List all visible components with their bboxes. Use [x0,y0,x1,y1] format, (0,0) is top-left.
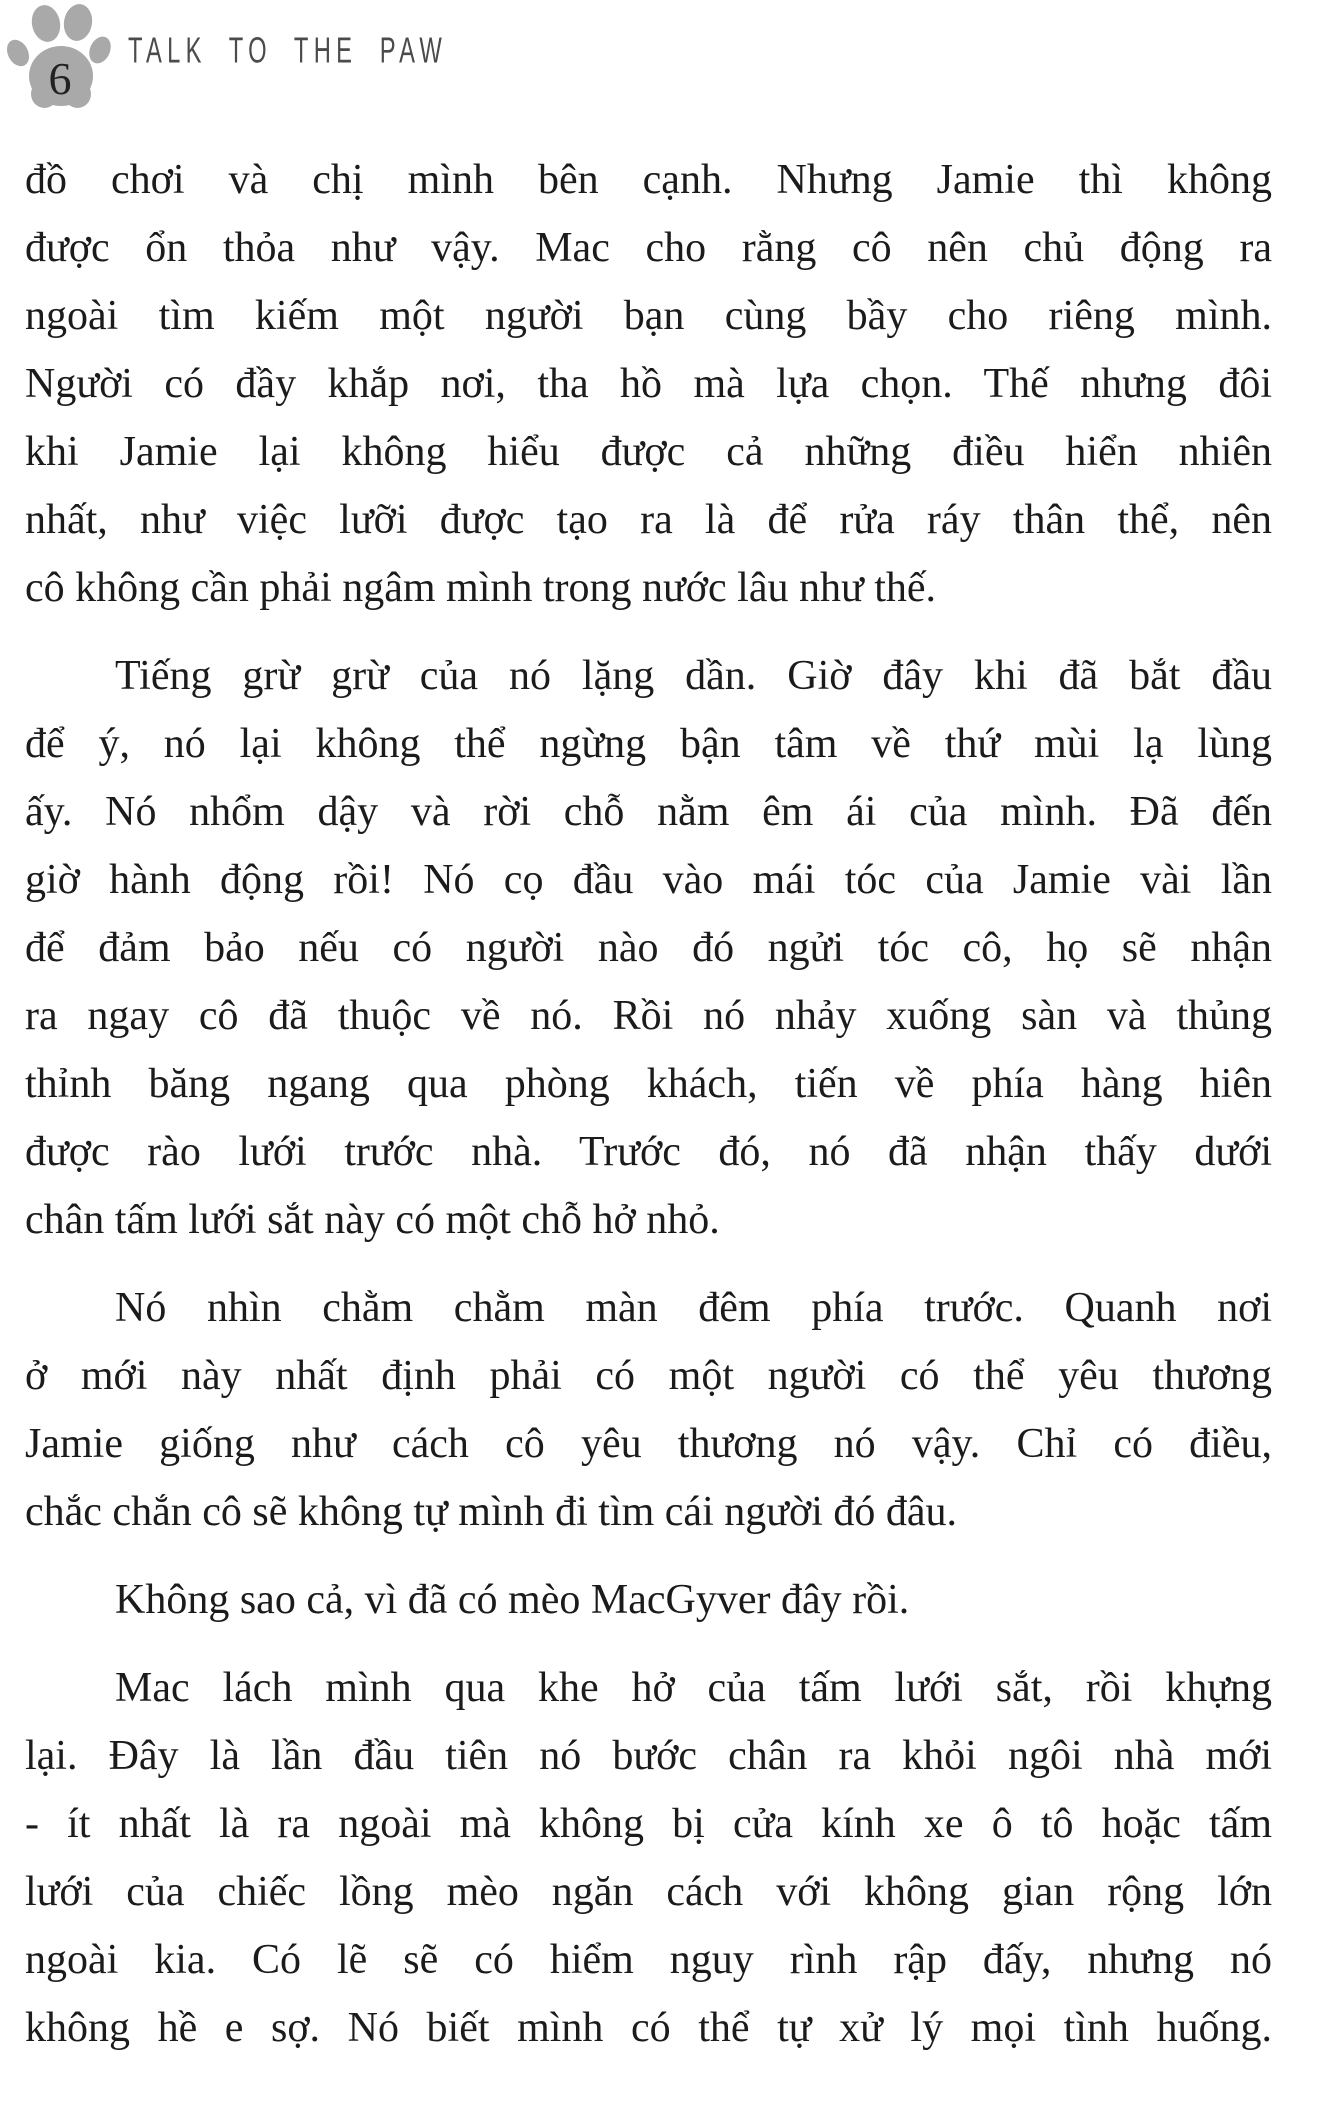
page-number: 6 [48,53,72,104]
text-line: nhất, như việc lưỡi được tạo ra là để rửa ráy thân thể, nên [25,497,1272,543]
text-line: ấy. Nó nhổm dậy và rời chỗ nằm êm ái của mình. Đã đến [25,789,1272,835]
page-header [0,0,1340,122]
text-line: ở mới này nhất định phải có một người có thể yêu thương [25,1353,1272,1399]
text-line: Người có đầy khắp nơi, tha hồ mà lựa chọn. Thế nhưng đôi [25,361,1272,407]
text-line: đồ chơi và chị mình bên cạnh. Nhưng Jamie thì không [25,157,1272,203]
text-line: - ít nhất là ra ngoài mà không bị cửa kính xe ô tô hoặc tấm [25,1801,1272,1847]
text-line: chắc chắn cô sẽ không tự mình đi tìm cái người đó đâu. [25,1489,958,1535]
paragraph [25,1274,1272,1546]
paw-toe-shape [3,36,34,70]
text-line: chân tấm lưới sắt này có một chỗ hở nhỏ. [25,1197,720,1243]
text-line: giờ hành động rồi! Nó cọ đầu vào mái tóc của Jamie vài lần [25,857,1272,903]
text-line: Jamie giống như cách cô yêu thương nó vậy. Chỉ có điều, [25,1421,1272,1467]
text-line: được ổn thỏa như vậy. Mac cho rằng cô nên chủ động ra [25,225,1272,271]
paragraph [25,146,1272,622]
text-line: được rào lưới trước nhà. Trước đó, nó đã nhận thấy dưới [25,1129,1272,1175]
text-line: Không sao cả, vì đã có mèo MacGyver đây rồi. [115,1577,910,1623]
text-line: thỉnh băng ngang qua phòng khách, tiến về phía hàng hiên [25,1061,1272,1107]
text-line: khi Jamie lại không hiểu được cả những điều hiển nhiên [25,429,1272,475]
page-body [25,146,1272,2062]
text-line: Tiếng grừ grừ của nó lặng dần. Giờ đây khi đã bắt đầu [115,653,1272,699]
text-line: Nó nhìn chằm chằm màn đêm phía trước. Quanh nơi [115,1285,1272,1331]
paragraph [25,1654,1272,2062]
text-line: không hề e sợ. Nó biết mình có thể tự xử lý mọi tình huống. [25,2005,1272,2051]
text-line: ngoài kia. Có lẽ sẽ có hiểm nguy rình rập đấy, nhưng nó [25,1937,1272,1983]
text-line: cô không cần phải ngâm mình trong nước lâu như thế. [25,565,937,611]
running-header-title: TALK TO THE PAW [128,30,448,71]
paw-toe-shape [28,2,63,44]
text-line: ngoài tìm kiếm một người bạn cùng bầy cho riêng mình. [25,293,1272,339]
paw-print-icon [8,4,110,116]
text-line: lại. Đây là lần đầu tiên nó bước chân ra khỏi ngôi nhà mới [25,1733,1272,1779]
text-line: ra ngay cô đã thuộc về nó. Rồi nó nhảy xuống sàn và thủng [25,993,1272,1039]
text-line: để đảm bảo nếu có người nào đó ngửi tóc cô, họ sẽ nhận [25,925,1272,971]
text-line: để ý, nó lại không thể ngừng bận tâm về thứ mùi lạ lùng [25,721,1272,767]
text-line: lưới của chiếc lồng mèo ngăn cách với không gian rộng lớn [25,1869,1272,1915]
paragraph [25,642,1272,1254]
paw-toe-shape [61,2,95,43]
paragraph [25,1566,1272,1634]
text-line: Mac lách mình qua khe hở của tấm lưới sắt, rồi khựng [115,1665,1272,1711]
